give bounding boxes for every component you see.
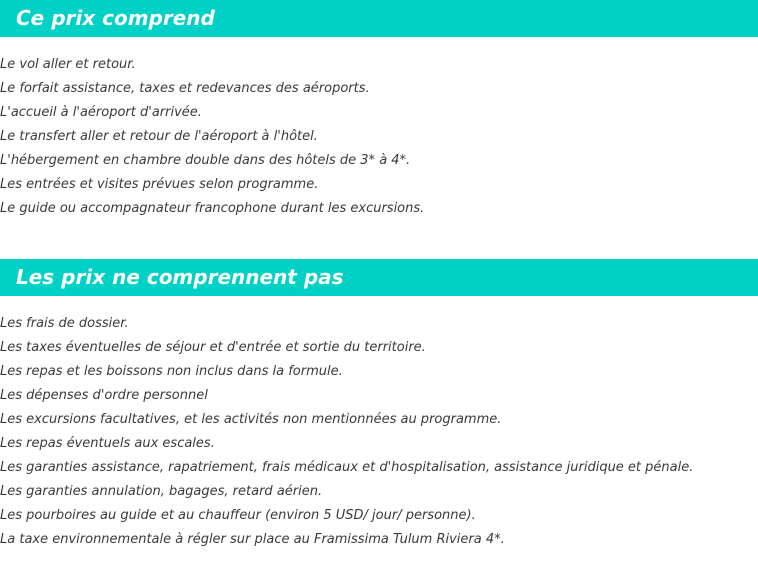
list-item: Les pourboires au guide et au chauffeur (environ 5 USD/ jour/ personne).	[0, 508, 476, 523]
excluded-list	[0, 312, 758, 552]
list-item: Les repas et les boissons non inclus dans la formule.	[0, 364, 343, 379]
list-item: Les entrées et visites prévues selon programme.	[0, 177, 319, 192]
excluded-section-title: Les prix ne comprennent pas	[0, 259, 758, 296]
list-item: Les frais de dossier.	[0, 316, 129, 331]
list-item: Le guide ou accompagnateur francophone durant les excursions.	[0, 201, 425, 216]
list-item: Les taxes éventuelles de séjour et d'entrée et sortie du territoire.	[0, 340, 426, 355]
list-item: Le transfert aller et retour de l'aéroport à l'hôtel.	[0, 129, 318, 144]
list-item: La taxe environnementale à régler sur place au Framissima Tulum Riviera 4*.	[0, 532, 505, 547]
list-item: Le forfait assistance, taxes et redevances des aéroports.	[0, 81, 370, 96]
excluded-section	[0, 259, 758, 552]
list-item: Les excursions facultatives, et les activités non mentionnées au programme.	[0, 412, 502, 427]
list-item: Les dépenses d'ordre personnel	[0, 388, 208, 403]
list-item: Les garanties annulation, bagages, retard aérien.	[0, 484, 323, 499]
included-section-title: Ce prix comprend	[0, 0, 758, 37]
list-item: Les garanties assistance, rapatriement, frais médicaux et d'hospitalisation, assistance juridique et pénale.	[0, 460, 694, 475]
list-item: L'accueil à l'aéroport d'arrivée.	[0, 105, 202, 120]
list-item: Le vol aller et retour.	[0, 57, 136, 72]
included-section	[0, 0, 758, 221]
list-item: L'hébergement en chambre double dans des hôtels de 3* à 4*.	[0, 153, 411, 168]
list-item: Les repas éventuels aux escales.	[0, 436, 215, 451]
included-list	[0, 53, 758, 221]
